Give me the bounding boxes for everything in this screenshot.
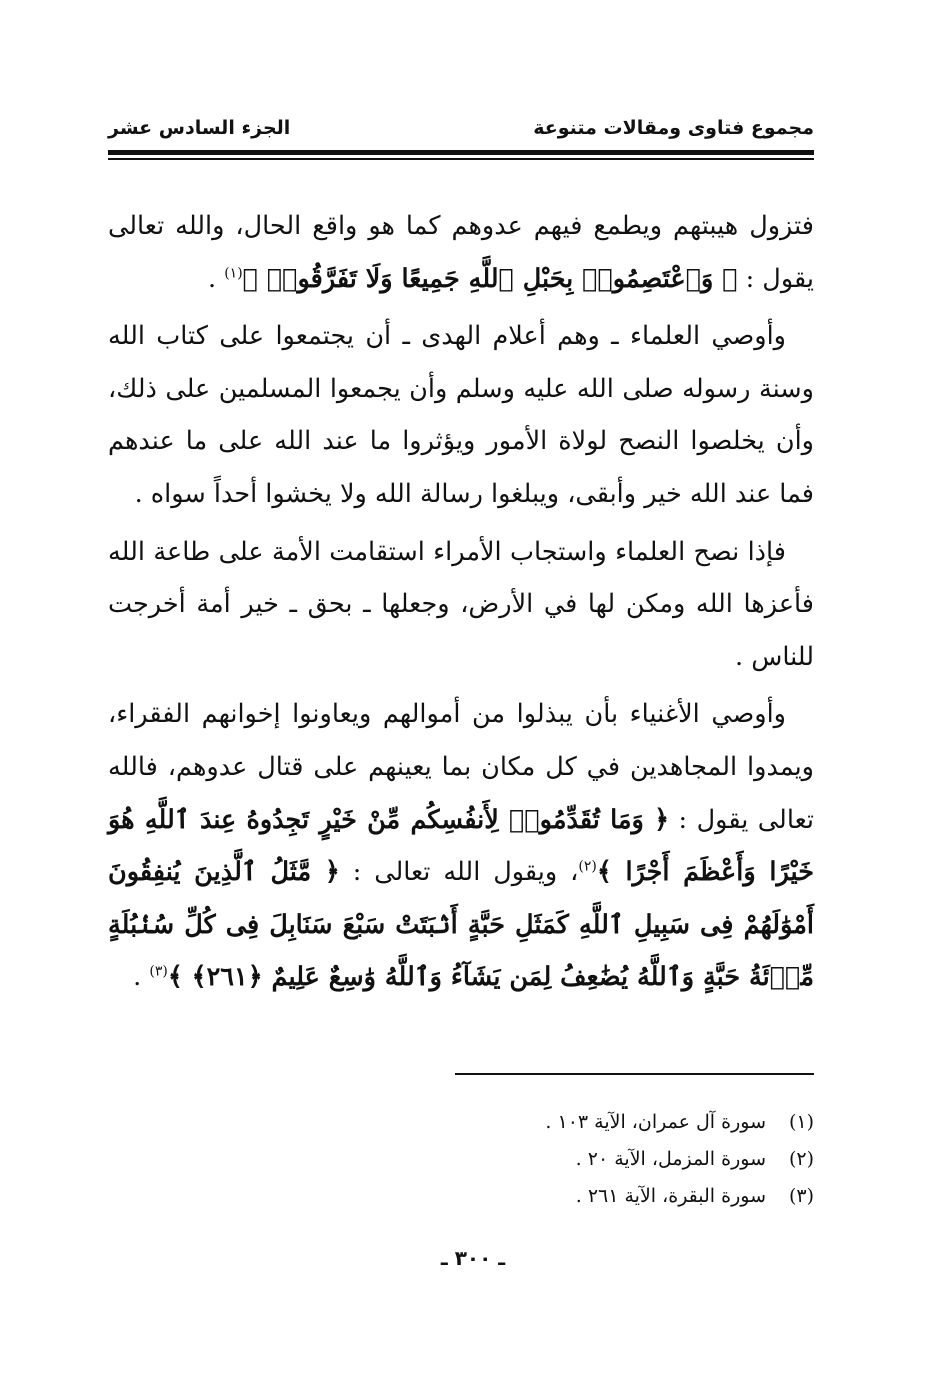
header-rule-thick bbox=[108, 150, 814, 155]
paragraph bbox=[108, 200, 814, 305]
quran-verse: ﴿ وَٱعْتَصِمُوا۟ بِحَبْلِ ٱللَّهِ جَمِيعًا وَلَا تَفَرَّقُوا۟ ﴾ bbox=[242, 263, 738, 294]
footnote-number: (١) bbox=[788, 1111, 814, 1133]
footnotes bbox=[300, 1104, 814, 1215]
paragraph-text: . bbox=[133, 962, 150, 993]
footnote-number: (٢) bbox=[788, 1148, 814, 1170]
paragraph-text: . bbox=[207, 263, 225, 294]
paragraph-text: ، ويقول الله تعالى : bbox=[339, 857, 579, 888]
footnote bbox=[300, 1178, 814, 1215]
quran-verse: ﴿ مَّثَلُ ٱلَّذِينَ يُنفِقُونَ أَمْوَٰلَهُمْ فِى سَبِيلِ ٱللَّهِ كَمَثَلِ حَبَّةٍ أَنۢبَتَتْ سَبْعَ سَنَابِلَ فِى كُلِّ سُنۢبُلَةٍ مِّا۟ئَةُ حَبَّةٍ وَٱللَّهُ يُضَٰعِفُ لِمَن يَشَآءُ وَٱللَّهُ وَٰسِعٌ عَلِيمٌ ﴿٢٦١﴾ ﴾ bbox=[108, 857, 814, 993]
volume-part: الجزء السادس عشر bbox=[108, 117, 291, 139]
footnote-text: سورة المزمل، الآية ٢٠ . bbox=[575, 1148, 766, 1170]
page-header bbox=[108, 112, 814, 144]
paragraph bbox=[108, 688, 814, 1004]
footnote bbox=[300, 1141, 814, 1178]
footnote-separator bbox=[455, 1073, 814, 1075]
paragraph-text: وأوصي الأغنياء بأن يبذلوا من أموالهم ويعاونوا إخوانهم الفقراء، ويمدوا المجاهدين في كل مكان بما يعينهم على قتال عدوهم، فالله تعالى يقول : bbox=[108, 699, 814, 835]
footnote-ref: (٣) bbox=[149, 963, 168, 980]
main-text bbox=[108, 200, 814, 1009]
book-title: مجموع فتاوى ومقالات متنوعة bbox=[533, 117, 814, 139]
quran-verse: ﴿ وَمَا تُقَدِّمُوا۟ لِأَنفُسِكُم مِّنْ خَيْرٍ تَجِدُوهُ عِندَ ٱللَّهِ هُوَ خَيْرًا وَأَعْظَمَ أَجْرًا ﴾ bbox=[108, 804, 814, 888]
page-number: ـ ٣٠٠ ـ bbox=[440, 1246, 506, 1270]
footnote-text: سورة البقرة، الآية ٢٦١ . bbox=[575, 1185, 766, 1207]
footnote-ref: (٢) bbox=[578, 858, 597, 875]
paragraph: فإذا نصح العلماء واستجاب الأمراء استقامت الأمة على طاعة الله فأعزها الله ومكن لها في الأرض، وجعلها ـ بحق ـ خير أمة أخرجت للناس . bbox=[108, 536, 814, 672]
footnote-text: سورة آل عمران، الآية ١٠٣ . bbox=[545, 1111, 766, 1133]
header-rule-thin bbox=[108, 158, 814, 160]
paragraph-text: فتزول هيبتهم ويطمع فيهم عدوهم كما هو واقع الحال، والله تعالى يقول : bbox=[108, 211, 814, 294]
footnote-number: (٣) bbox=[788, 1185, 814, 1207]
footnote bbox=[300, 1104, 814, 1141]
paragraph: وأوصي العلماء ـ وهم أعلام الهدى ـ أن يجتمعوا على كتاب الله وسنة رسوله صلى الله عليه وسلم وأن يجمعوا المسلمين على ذلك، وأن يخلصوا النصح لولاة الأمور ويؤثروا ما عند الله على ما عندهم فما عند الله خير وأبقى، ويبلغوا رسالة الله ولا يخشوا أحداً سواه . bbox=[108, 321, 814, 509]
footnote-ref: (١) bbox=[224, 265, 243, 282]
